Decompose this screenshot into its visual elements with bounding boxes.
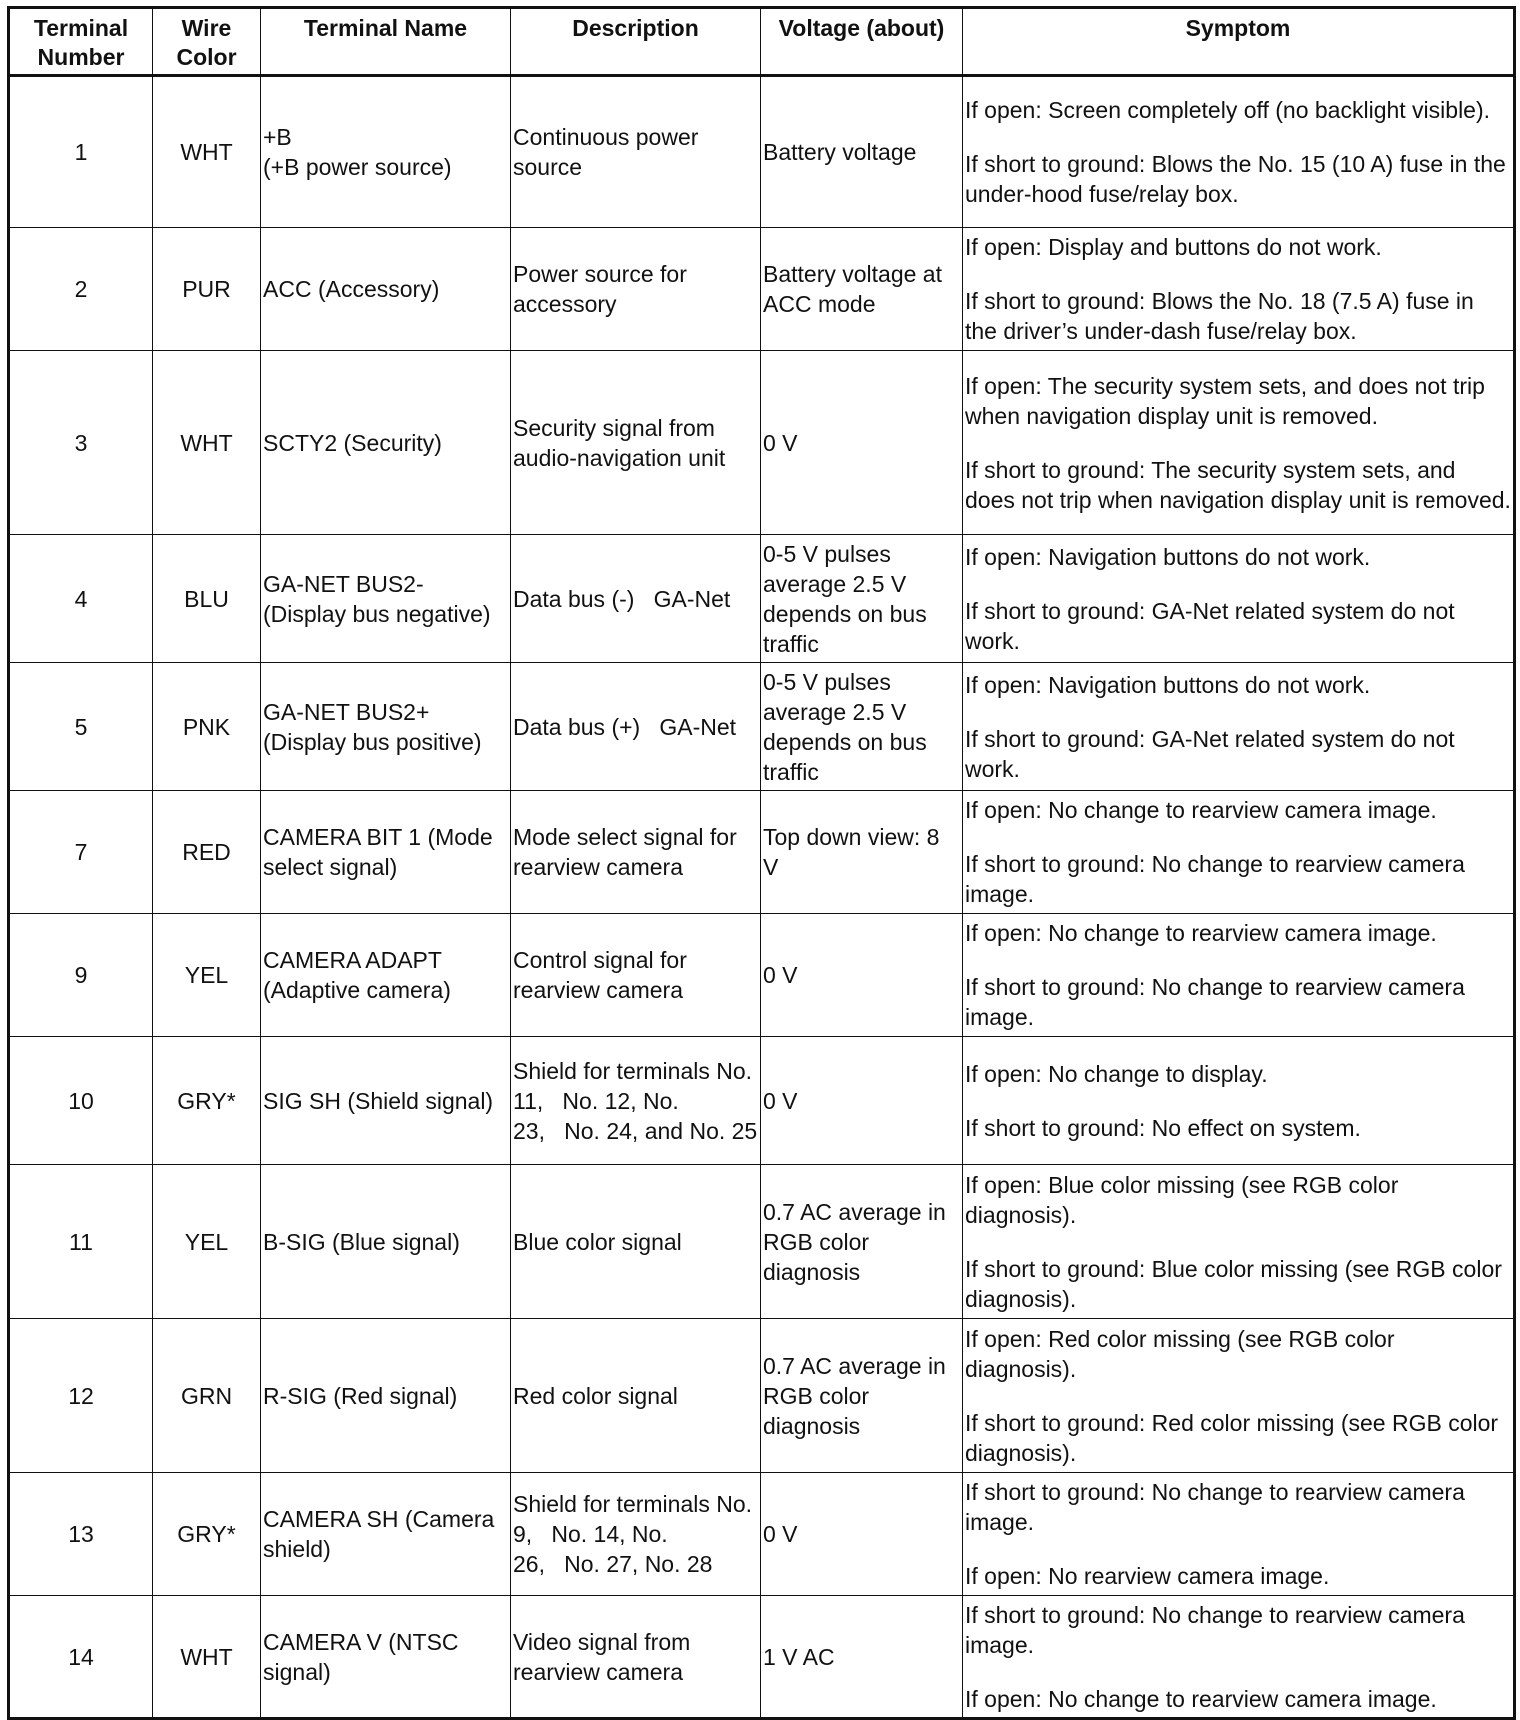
description-cell: Video signal from rearview camera bbox=[511, 1596, 761, 1719]
description-cell: Shield for terminals No. 11, No. 12, No. 23, No. 24, and No. 25 bbox=[511, 1037, 761, 1165]
terminal-name-cell: CAMERA ADAPT (Adaptive camera) bbox=[261, 914, 511, 1037]
terminal-number-cell: 9 bbox=[9, 914, 153, 1037]
header-symptom: Symptom bbox=[963, 8, 1515, 76]
table-row bbox=[9, 535, 1515, 663]
voltage-cell: 0 V bbox=[761, 914, 963, 1037]
terminal-number-cell: 12 bbox=[9, 1319, 153, 1473]
description-cell: Control signal for rearview camera bbox=[511, 914, 761, 1037]
terminal-name-cell: +B (+B power source) bbox=[261, 76, 511, 228]
terminal-number-cell: 2 bbox=[9, 228, 153, 351]
table-row bbox=[9, 1596, 1515, 1719]
symptom-text: If open: No change to rearview camera image. bbox=[965, 797, 1437, 823]
voltage-cell: 0 V bbox=[761, 1473, 963, 1596]
voltage-cell: 0-5 V pulses average 2.5 V depends on bus traffic bbox=[761, 663, 963, 791]
terminal-name-cell: SIG SH (Shield signal) bbox=[261, 1037, 511, 1165]
description-cell: Shield for terminals No. 9, No. 14, No. 26, No. 27, No. 28 bbox=[511, 1473, 761, 1596]
symptom-cell bbox=[963, 1473, 1515, 1596]
description-cell: Continuous power source bbox=[511, 76, 761, 228]
symptom-cell bbox=[963, 791, 1515, 914]
symptom-text: If open: Display and buttons do not work. bbox=[965, 234, 1382, 260]
terminal-name-cell: R-SIG (Red signal) bbox=[261, 1319, 511, 1473]
symptom-text: If short to ground: Blows the No. 15 (10 A) fuse in the under-hood fuse/relay box. bbox=[965, 151, 1506, 207]
voltage-cell: 1 V AC bbox=[761, 1596, 963, 1719]
table-row bbox=[9, 1319, 1515, 1473]
symptom-cell bbox=[963, 535, 1515, 663]
symptom-cell bbox=[963, 663, 1515, 791]
symptom-cell bbox=[963, 1319, 1515, 1473]
voltage-cell: Top down view: 8 V bbox=[761, 791, 963, 914]
symptom-text: If short to ground: GA-Net related system do not work. bbox=[965, 725, 1455, 782]
wire-color-cell: WHT bbox=[153, 76, 261, 228]
terminal-number-cell: 10 bbox=[9, 1037, 153, 1165]
table-row bbox=[9, 1165, 1515, 1319]
terminal-number-cell: 7 bbox=[9, 791, 153, 914]
table-row bbox=[9, 76, 1515, 228]
terminal-name-cell: GA-NET BUS2- (Display bus negative) bbox=[261, 535, 511, 663]
symptom-text: If short to ground: Red color missing (see RGB color diagnosis). bbox=[965, 1409, 1499, 1466]
table-row bbox=[9, 663, 1515, 791]
terminal-number-cell: 14 bbox=[9, 1596, 153, 1719]
terminal-number-cell: 13 bbox=[9, 1473, 153, 1596]
terminal-name-cell: CAMERA BIT 1 (Mode select signal) bbox=[261, 791, 511, 914]
terminal-number-cell: 3 bbox=[9, 351, 153, 535]
voltage-cell: Battery voltage bbox=[761, 76, 963, 228]
symptom-text: If short to ground: No change to rearview camera image. bbox=[965, 851, 1465, 907]
symptom-text: If open: Navigation buttons do not work. bbox=[965, 671, 1371, 698]
voltage-cell: 0.7 AC average in RGB color diagnosis bbox=[761, 1165, 963, 1319]
symptom-cell bbox=[963, 76, 1515, 228]
symptom-text: If open: No change to rearview camera image. bbox=[965, 1685, 1437, 1712]
terminal-name-cell: CAMERA V (NTSC signal) bbox=[261, 1596, 511, 1719]
wire-color-cell: GRY* bbox=[153, 1473, 261, 1596]
symptom-cell bbox=[963, 228, 1515, 351]
header-voltage: Voltage (about) bbox=[761, 8, 963, 76]
symptom-text: If open: No rearview camera image. bbox=[965, 1563, 1330, 1589]
header-terminal-name: Terminal Name bbox=[261, 8, 511, 76]
description-cell: Mode select signal for rearview camera bbox=[511, 791, 761, 914]
symptom-text: If short to ground: No effect on system. bbox=[965, 1114, 1361, 1141]
description-cell: Power source for accessory bbox=[511, 228, 761, 351]
description-cell: Red color signal bbox=[511, 1319, 761, 1473]
symptom-text: If short to ground: GA-Net related system do not work. bbox=[965, 597, 1455, 654]
description-cell: Blue color signal bbox=[511, 1165, 761, 1319]
table-row bbox=[9, 228, 1515, 351]
terminal-name-cell: B-SIG (Blue signal) bbox=[261, 1165, 511, 1319]
header-description: Description bbox=[511, 8, 761, 76]
wire-color-cell: YEL bbox=[153, 914, 261, 1037]
wire-color-cell: BLU bbox=[153, 535, 261, 663]
wire-color-cell: YEL bbox=[153, 1165, 261, 1319]
symptom-text: If short to ground: No change to rearview camera image. bbox=[965, 1479, 1465, 1535]
wire-color-cell: WHT bbox=[153, 351, 261, 535]
voltage-cell: 0 V bbox=[761, 1037, 963, 1165]
symptom-text: If short to ground: No change to rearview camera image. bbox=[965, 974, 1465, 1030]
voltage-cell: 0.7 AC average in RGB color diagnosis bbox=[761, 1319, 963, 1473]
terminal-name-cell: ACC (Accessory) bbox=[261, 228, 511, 351]
wire-color-cell: PNK bbox=[153, 663, 261, 791]
symptom-cell bbox=[963, 1596, 1515, 1719]
symptom-cell bbox=[963, 914, 1515, 1037]
table-row bbox=[9, 791, 1515, 914]
symptom-text: If short to ground: Blue color missing (see RGB color diagnosis). bbox=[965, 1255, 1502, 1312]
terminal-number-cell: 5 bbox=[9, 663, 153, 791]
description-cell: Data bus (+) GA-Net bbox=[511, 663, 761, 791]
symptom-text: If open: Blue color missing (see RGB color diagnosis). bbox=[965, 1171, 1399, 1228]
symptom-text: If open: Screen completely off (no backlight visible). bbox=[965, 97, 1491, 123]
terminal-table bbox=[7, 6, 1516, 1720]
table-row bbox=[9, 914, 1515, 1037]
table-row bbox=[9, 351, 1515, 535]
terminal-number-cell: 11 bbox=[9, 1165, 153, 1319]
description-cell: Data bus (-) GA-Net bbox=[511, 535, 761, 663]
symptom-cell bbox=[963, 1037, 1515, 1165]
voltage-cell: Battery voltage at ACC mode bbox=[761, 228, 963, 351]
description-cell: Security signal from audio-navigation unit bbox=[511, 351, 761, 535]
table-row bbox=[9, 1037, 1515, 1165]
symptom-text: If open: Navigation buttons do not work. bbox=[965, 543, 1371, 570]
symptom-cell bbox=[963, 351, 1515, 535]
terminal-number-cell: 1 bbox=[9, 76, 153, 228]
wire-color-cell: PUR bbox=[153, 228, 261, 351]
symptom-text: If short to ground: Blows the No. 18 (7.5 A) fuse in the driver’s under-dash fuse/relay box. bbox=[965, 288, 1474, 344]
wire-color-cell: GRY* bbox=[153, 1037, 261, 1165]
header-row bbox=[9, 8, 1515, 76]
symptom-cell bbox=[963, 1165, 1515, 1319]
voltage-cell: 0 V bbox=[761, 351, 963, 535]
symptom-text: If open: No change to display. bbox=[965, 1060, 1268, 1087]
terminal-number-cell: 4 bbox=[9, 535, 153, 663]
terminal-name-cell: SCTY2 (Security) bbox=[261, 351, 511, 535]
terminal-name-cell: GA-NET BUS2+ (Display bus positive) bbox=[261, 663, 511, 791]
voltage-cell: 0-5 V pulses average 2.5 V depends on bus traffic bbox=[761, 535, 963, 663]
terminal-name-cell: CAMERA SH (Camera shield) bbox=[261, 1473, 511, 1596]
table-row bbox=[9, 1473, 1515, 1596]
wire-color-cell: WHT bbox=[153, 1596, 261, 1719]
symptom-text: If short to ground: The security system sets, and does not trip when navigation display unit is removed. bbox=[965, 456, 1511, 513]
symptom-text: If open: No change to rearview camera image. bbox=[965, 920, 1437, 946]
symptom-text: If short to ground: No change to rearview camera image. bbox=[965, 1601, 1465, 1658]
wire-color-cell: GRN bbox=[153, 1319, 261, 1473]
symptom-text: If open: The security system sets, and does not trip when navigation display unit is removed. bbox=[965, 372, 1485, 429]
header-terminal-number: Terminal Number bbox=[9, 8, 153, 76]
header-wire-color: Wire Color bbox=[153, 8, 261, 76]
symptom-text: If open: Red color missing (see RGB color diagnosis). bbox=[965, 1325, 1395, 1382]
wire-color-cell: RED bbox=[153, 791, 261, 914]
